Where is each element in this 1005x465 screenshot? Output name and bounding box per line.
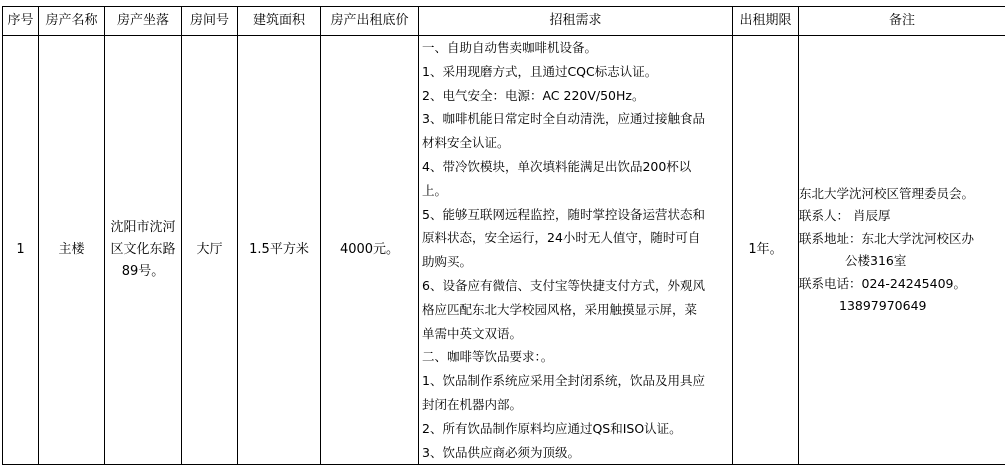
requirement-line: 上。	[419, 179, 732, 203]
requirement-line: 封闭在机器内部。	[419, 393, 732, 417]
note-line: 联系地址：东北大学沈河校区办	[799, 228, 1005, 251]
requirement-line: 2、电气安全：电源：AC 220V/50Hz。	[419, 84, 732, 108]
header-cell-requirements: 招租需求	[419, 7, 733, 36]
header-cell-name: 房产名称	[39, 7, 105, 36]
requirement-line: 单需中英文双语。	[419, 322, 732, 346]
name-value: 主楼	[58, 242, 84, 257]
cell-notes	[799, 36, 1005, 465]
index-value: 1	[16, 242, 24, 257]
requirement-line: 1、饮品制作系统应采用全封闭系统，饮品及用具应	[419, 369, 732, 393]
note-line: 联系人： 肖辰厚	[799, 205, 1005, 228]
header-row	[3, 7, 1005, 36]
header-cell-index: 序号	[3, 7, 39, 36]
location-value: 沈阳市沈河区文化东路89号。	[105, 217, 181, 283]
requirement-line: 4、带冷饮模块，单次填料能满足出饮品200杯以	[419, 155, 732, 179]
requirement-line: 6、设备应有微信、支付宝等快捷支付方式，外观风	[419, 274, 732, 298]
cell-index	[3, 36, 39, 465]
requirement-line: 原料状态，安全运行，24小时无人值守，随时可自	[419, 226, 732, 250]
lease-table	[2, 6, 1005, 465]
term-value: 1年。	[748, 242, 782, 257]
requirement-line: 格应匹配东北大学校园风格，采用触摸显示屏，菜	[419, 298, 732, 322]
header-cell-room: 房间号	[182, 7, 238, 36]
cell-area	[238, 36, 321, 465]
cell-name	[39, 36, 105, 465]
note-line: 公楼316室	[799, 250, 1005, 273]
cell-location	[105, 36, 182, 465]
cell-requirements	[419, 36, 733, 465]
header-cell-price: 房产出租底价	[321, 7, 419, 36]
area-value: 1.5平方米	[249, 242, 309, 257]
requirement-line: 二、咖啡等饮品要求：。	[419, 345, 732, 369]
note-line: 联系电话：024-24245409。	[799, 273, 1005, 296]
price-value: 4000元。	[340, 242, 399, 257]
table-row	[3, 36, 1005, 465]
header-cell-area: 建筑面积	[238, 7, 321, 36]
cell-price	[321, 36, 419, 465]
room-value: 大厅	[196, 242, 222, 257]
header-cell-notes: 备注	[799, 7, 1005, 36]
requirement-line: 一、自助自动售卖咖啡机设备。	[419, 36, 732, 60]
header-cell-term: 出租期限	[733, 7, 799, 36]
cell-term	[733, 36, 799, 465]
requirement-line: 材料安全认证。	[419, 131, 732, 155]
cell-room	[182, 36, 238, 465]
requirement-line: 助购买。	[419, 250, 732, 274]
note-line: 13897970649	[799, 295, 1005, 318]
requirement-line: 3、咖啡机能日常定时全自动清洗，应通过接触食品	[419, 107, 732, 131]
requirement-line: 5、能够互联网远程监控，随时掌控设备运营状态和	[419, 203, 732, 227]
header-cell-location: 房产坐落	[105, 7, 182, 36]
note-line: 东北大学沈河校区管理委员会。	[799, 183, 1005, 206]
requirement-line: 1、采用现磨方式，且通过CQC标志认证。	[419, 60, 732, 84]
requirement-line: 2、所有饮品制作原料均应通过QS和ISO认证。	[419, 417, 732, 441]
requirement-line: 3、饮品供应商必须为顶级。	[419, 441, 732, 465]
